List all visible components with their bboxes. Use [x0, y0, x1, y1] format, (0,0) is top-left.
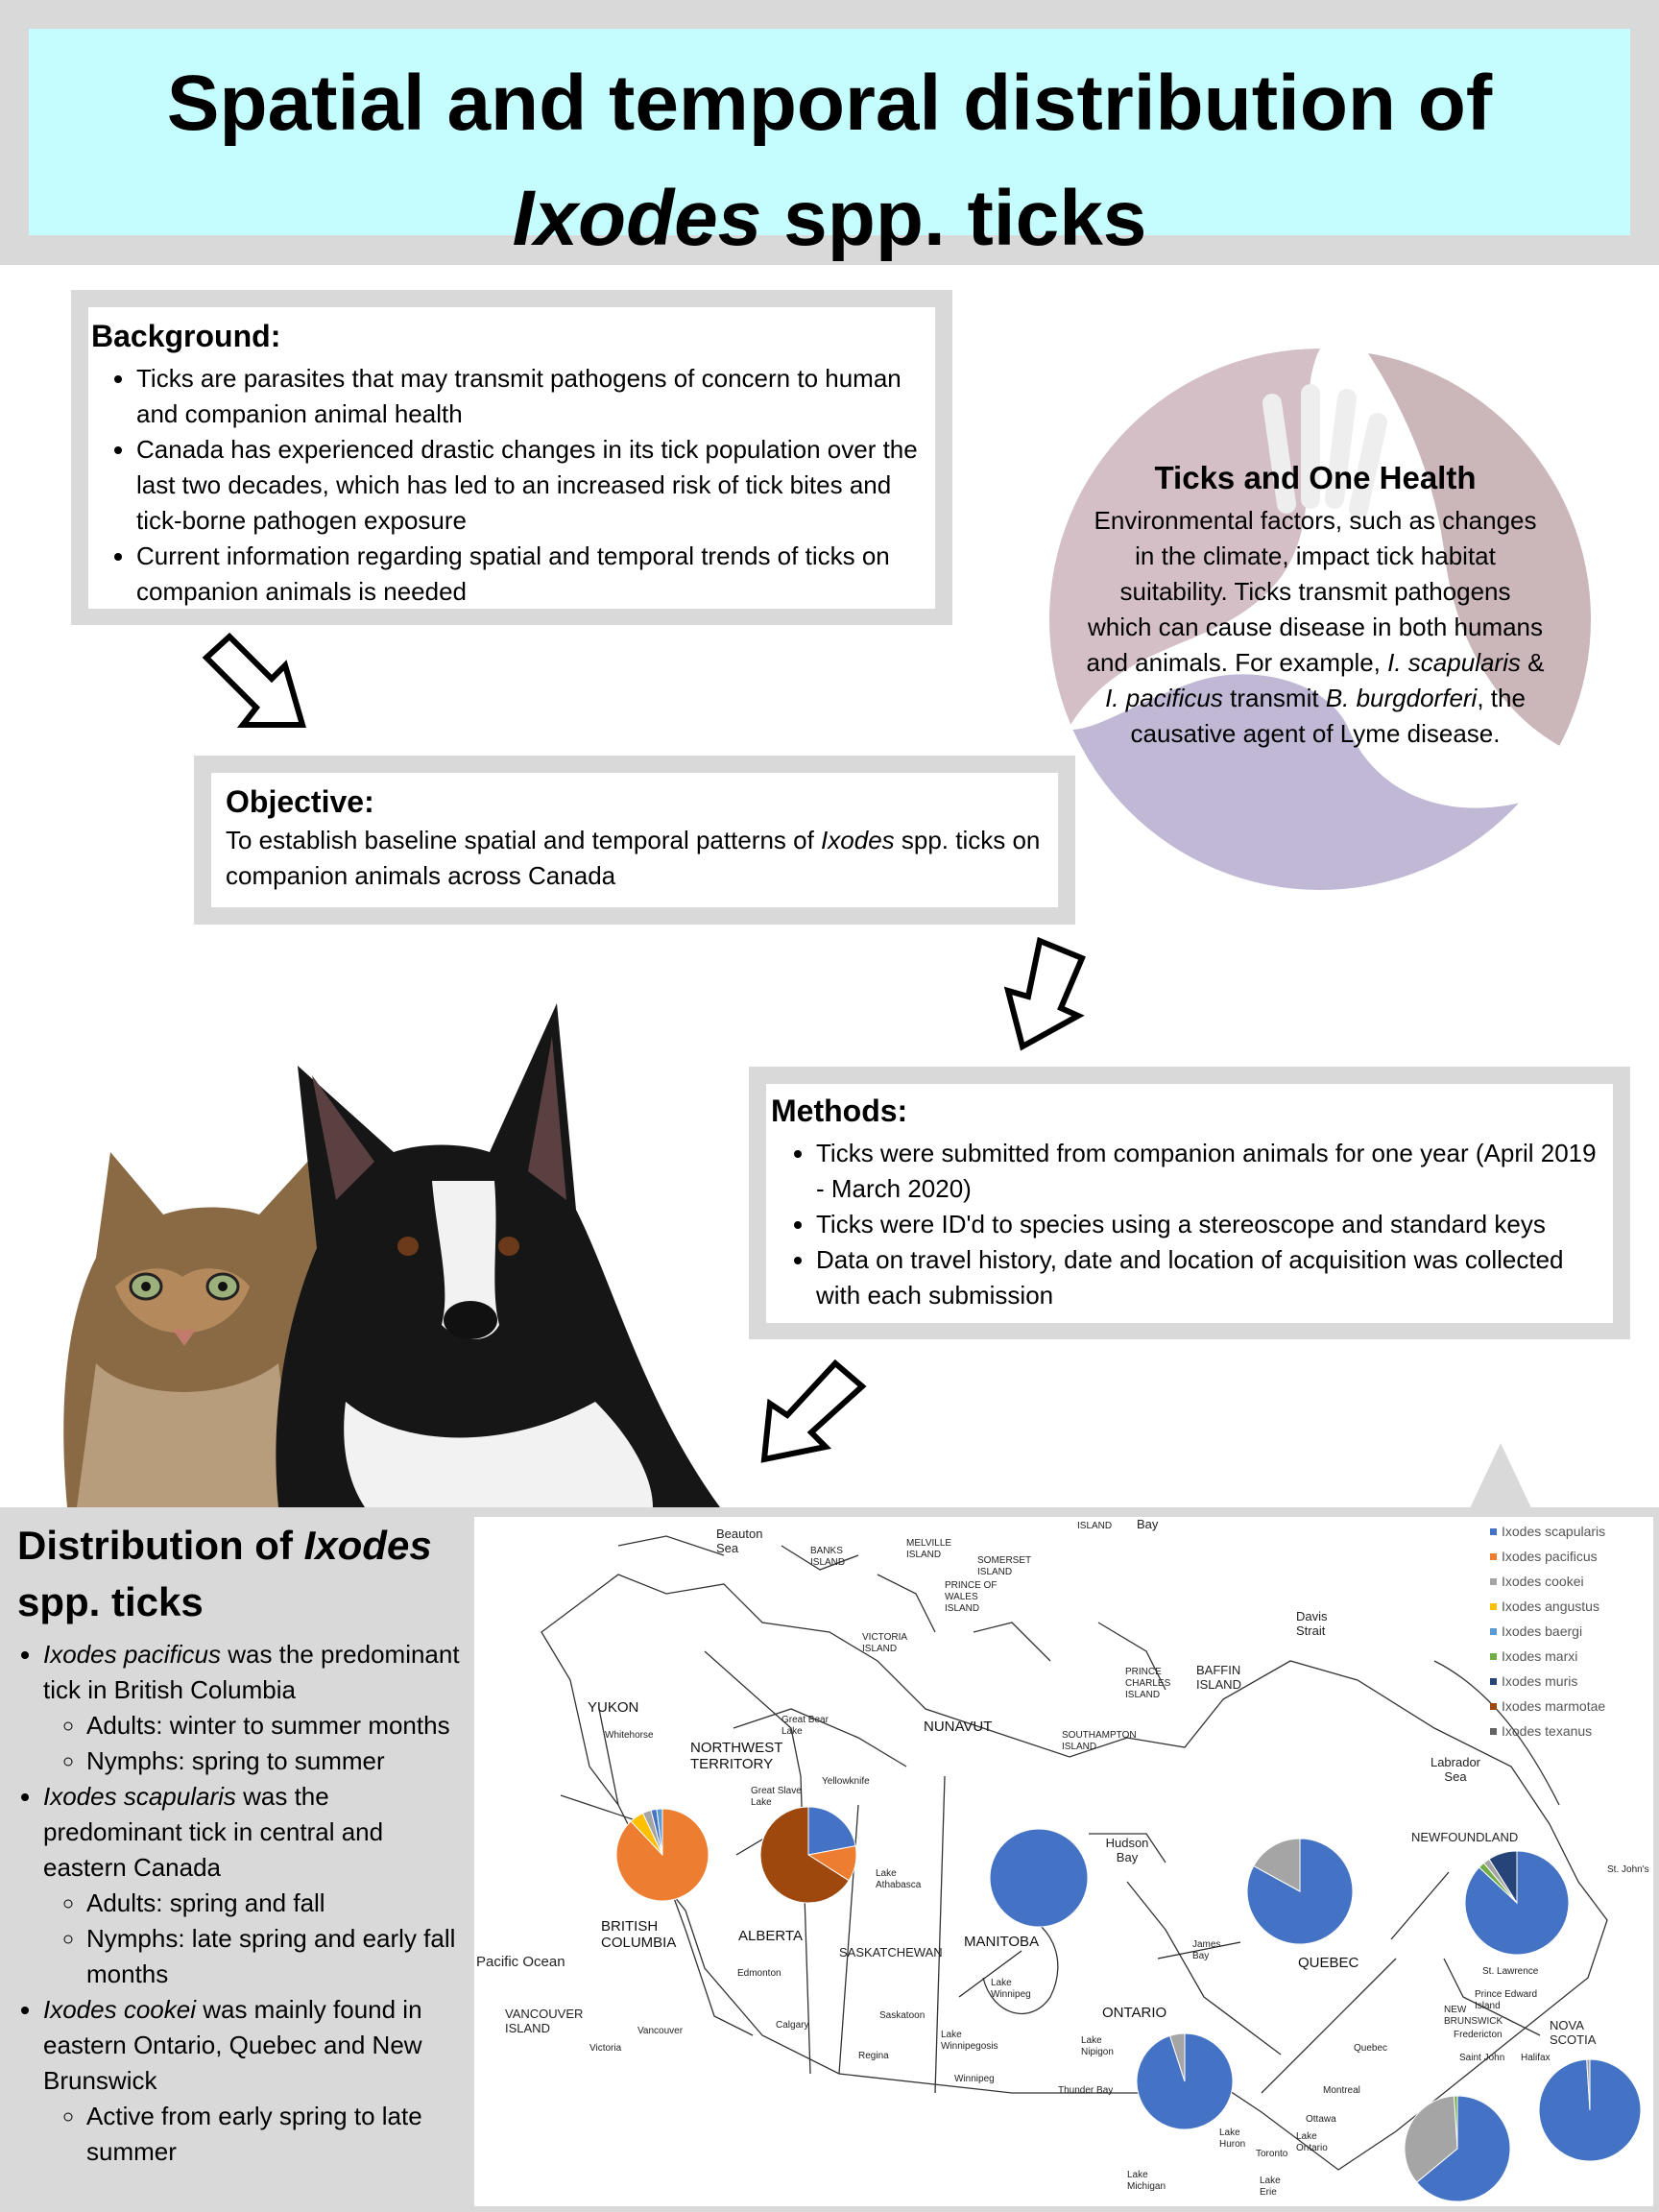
list-item: ◦ Active from early spring to late summer: [86, 2099, 469, 2170]
one-health-body-1: Environmental factors, such as changes in the climate, impact tick habitat suitability. Ticks transmit pathogens which can cause disease in both humans and animals. For example,: [1086, 506, 1544, 677]
arrow-down-right-icon: [197, 629, 312, 734]
objective-card: [211, 773, 1058, 907]
species-name: Ixodes cookei: [43, 1995, 196, 2024]
list-item: • Ticks were submitted from companion animals for one year (April 2019 - March 2020): [816, 1136, 1608, 1207]
legend-label: Ixodes texanus: [1502, 1723, 1593, 1739]
one-health-body-3: , the causative agent of Lyme disease.: [1130, 684, 1526, 748]
background-card: [88, 307, 935, 609]
legend-label: Ixodes angustus: [1502, 1599, 1599, 1614]
place-label: Great Slave Lake: [751, 1786, 802, 1808]
legend-swatch: [1490, 1703, 1497, 1710]
list-item-text: was mainly found in eastern Ontario, Quebec and New Brunswick: [43, 1995, 422, 2095]
place-label: Labrador Sea: [1430, 1755, 1481, 1784]
species-name: Ixodes pacificus: [43, 1640, 221, 1669]
list-item: • Ticks are parasites that may transmit pathogens of concern to human and companion animal health: [136, 361, 932, 432]
one-health-title: Ticks and One Health: [1154, 460, 1477, 495]
one-health-amp: &: [1520, 648, 1545, 677]
objective-text: [226, 823, 1051, 894]
place-label: Victoria: [589, 2043, 622, 2054]
place-label: Vancouver: [637, 2026, 684, 2036]
species-name: Ixodes scapularis: [43, 1782, 236, 1811]
methods-frame: [749, 1067, 1630, 1339]
pie-chart: [616, 1809, 709, 1901]
legend-label: Ixodes cookei: [1502, 1574, 1584, 1589]
place-label: Prince Edward Island: [1475, 1989, 1538, 2011]
place-label: Hudson Bay: [1105, 1836, 1149, 1864]
objective-genus: Ixodes: [821, 826, 895, 854]
legend-swatch: [1490, 1578, 1497, 1585]
place-label: Lake Ontario: [1296, 2131, 1328, 2153]
distribution-heading: [17, 1517, 469, 1630]
arrow-down-icon: [994, 933, 1090, 1052]
list-item-text: was the predominant tick in British Columbia: [43, 1640, 460, 1704]
province-label: YUKON: [588, 1699, 639, 1716]
place-label: Calgary: [776, 2020, 809, 2031]
distribution-heading-1: Distribution of: [17, 1523, 304, 1568]
list-item: [43, 1637, 469, 1779]
place-label: BANKS ISLAND: [810, 1546, 846, 1568]
province-label: MANITOBA: [964, 1934, 1040, 1950]
species-name: B. burgdorferi: [1325, 684, 1478, 712]
legend-swatch: [1490, 1603, 1497, 1610]
methods-list: [771, 1136, 1608, 1313]
methods-heading: Methods:: [771, 1094, 908, 1128]
legend-item: [1490, 1619, 1651, 1644]
place-label: Winnipeg: [954, 2074, 995, 2084]
pointer-triangle: [1469, 1443, 1532, 1510]
place-label: PRINCE OF WALES ISLAND: [945, 1580, 998, 1614]
place-label: SOMERSET ISLAND: [977, 1555, 1031, 1577]
list-item: • Canada has experienced drastic changes in its tick population over the last two decades, which has led to an increased risk of tick bites and tick-borne pathogen exposure: [136, 432, 932, 539]
one-health-body: [1085, 503, 1546, 752]
list-item: • Ticks were ID'd to species using a stereoscope and standard keys: [816, 1207, 1608, 1242]
distribution-genus: Ixodes: [303, 1523, 432, 1568]
province-label: NOVA SCOTIA: [1550, 2018, 1597, 2047]
pie-chart: [1465, 1851, 1569, 1955]
legend-item: [1490, 1694, 1651, 1719]
one-health-body-2: transmit: [1222, 684, 1326, 712]
legend-swatch: [1490, 1653, 1497, 1660]
legend-item: [1490, 1594, 1651, 1619]
distribution-list: [0, 1637, 469, 2170]
place-label: Lake Michigan: [1127, 2170, 1166, 2192]
place-label: Pacific Ocean: [476, 1954, 565, 1970]
place-label: Great Bear Lake: [781, 1715, 829, 1737]
place-label: ISLAND: [1077, 1521, 1113, 1531]
legend-label: Ixodes muris: [1502, 1673, 1578, 1689]
province-label: SASKATCHEWAN: [839, 1945, 943, 1960]
place-label: Thunder Bay: [1058, 2085, 1114, 2096]
place-label: Ottawa: [1306, 2114, 1336, 2125]
province-label: ONTARIO: [1102, 2005, 1167, 2021]
legend-swatch: [1490, 1553, 1497, 1560]
place-label: Toronto: [1256, 2149, 1288, 2159]
objective-text-1: To establish baseline spatial and temporal patterns of: [226, 826, 822, 854]
legend-swatch: [1490, 1628, 1497, 1635]
legend-label: Ixodes baergi: [1502, 1623, 1583, 1639]
canada-map: [474, 1517, 1653, 2206]
place-label: Saskatoon: [879, 2010, 926, 2021]
place-label: Lake Nipigon: [1081, 2035, 1114, 2057]
title-genus: Ixodes: [512, 175, 762, 262]
objective-text-2: spp. ticks on companion animals across Canada: [226, 826, 1041, 890]
background-heading: Background:: [91, 319, 281, 353]
place-label: Beauton Sea: [716, 1527, 763, 1555]
species-name: I. scapularis: [1387, 648, 1521, 677]
pie-slice: [990, 1829, 1088, 1927]
place-label: Lake Erie: [1260, 2176, 1281, 2198]
place-label: Davis Strait: [1296, 1609, 1328, 1638]
legend-swatch: [1490, 1728, 1497, 1735]
place-label: James Bay: [1192, 1939, 1221, 1961]
map-outline: [474, 1517, 1653, 2206]
pie-chart: [990, 1829, 1088, 1927]
pie-chart: [1137, 2033, 1233, 2129]
methods-card: [766, 1084, 1613, 1323]
list-item: ◦ Adults: spring and fall: [86, 1886, 469, 1921]
title-line-1: Spatial and temporal distribution of: [166, 60, 1493, 147]
legend-item: [1490, 1719, 1651, 1743]
legend-label: Ixodes marmotae: [1502, 1698, 1606, 1714]
place-label: Lake Winnipeg: [991, 1978, 1031, 2000]
legend-label: Ixodes scapularis: [1502, 1524, 1606, 1539]
legend-label: Ixodes pacificus: [1502, 1549, 1598, 1564]
province-label: QUEBEC: [1298, 1955, 1359, 1971]
arrow-down-left-icon: [758, 1356, 869, 1466]
list-item-text: was the predominant tick in central and eastern Canada: [43, 1782, 384, 1882]
legend-swatch: [1490, 1678, 1497, 1685]
list-item: • Current information regarding spatial and temporal trends of ticks on companion animals is needed: [136, 539, 932, 610]
place-label: VANCOUVER ISLAND: [505, 2007, 584, 2035]
pie-chart: [760, 1807, 856, 1903]
place-label: MELVILLE ISLAND: [906, 1538, 952, 1560]
place-label: Whitehorse: [605, 1730, 654, 1741]
place-label: St. John's: [1607, 1864, 1649, 1875]
place-label: Lake Winnipegosis: [941, 2030, 998, 2052]
background-list: [91, 361, 932, 610]
legend-swatch: [1490, 1528, 1497, 1535]
place-label: NEW BRUNSWICK: [1444, 2005, 1503, 2027]
list-item: ◦ Adults: winter to summer months: [86, 1708, 469, 1743]
place-label: BAFFIN ISLAND: [1196, 1663, 1241, 1692]
legend-label: Ixodes marxi: [1502, 1648, 1578, 1664]
one-health-text: [1085, 453, 1546, 752]
place-label: Yellowknife: [822, 1776, 870, 1787]
objective-heading: Objective:: [226, 784, 374, 819]
pie-chart: [1247, 1839, 1353, 1944]
place-label: Lake Athabasca: [876, 1868, 922, 1890]
title-line-2: [29, 171, 1630, 267]
province-label: NORTHWEST TERRITORY: [690, 1740, 783, 1772]
place-label: Halifax: [1521, 2053, 1551, 2063]
distribution-heading-2: spp. ticks: [17, 1579, 204, 1624]
list-item: [43, 1992, 469, 2170]
pie-chart: [1539, 2059, 1641, 2161]
title-box: [29, 29, 1630, 262]
legend-item: [1490, 1669, 1651, 1694]
legend-item: [1490, 1569, 1651, 1594]
background-frame: [71, 290, 952, 625]
list-item: [43, 1779, 469, 1992]
legend-item: [1490, 1519, 1651, 1544]
list-item: ◦ Nymphs: late spring and early fall months: [86, 1921, 469, 1992]
place-label: Regina: [858, 2051, 889, 2061]
place-label: Saint John: [1459, 2053, 1505, 2063]
legend-item: [1490, 1544, 1651, 1569]
province-label: ALBERTA: [738, 1928, 803, 1944]
pie-chart: [1405, 2096, 1510, 2201]
place-label: Edmonton: [737, 1968, 781, 1979]
place-label: VICTORIA ISLAND: [862, 1632, 907, 1654]
place-label: Bay: [1137, 1517, 1159, 1531]
title-rest: spp. ticks: [761, 175, 1147, 262]
place-label: Fredericton: [1454, 2030, 1503, 2040]
cat-and-dog-photo: [58, 998, 730, 1507]
species-name: I. pacificus: [1105, 684, 1223, 712]
place-label: St. Lawrence: [1482, 1966, 1539, 1977]
list-item: • Data on travel history, date and location of acquisition was collected with each submission: [816, 1242, 1608, 1313]
objective-frame: [194, 756, 1075, 925]
place-label: Quebec: [1354, 2043, 1388, 2054]
list-item: ◦ Nymphs: spring to summer: [86, 1743, 469, 1779]
place-label: Montreal: [1323, 2085, 1360, 2096]
province-label: NUNAVUT: [924, 1719, 993, 1735]
province-label: NEWFOUNDLAND: [1411, 1830, 1519, 1844]
place-label: Lake Huron: [1219, 2128, 1246, 2150]
map-legend: [1490, 1519, 1651, 1743]
place-label: SOUTHAMPTON ISLAND: [1062, 1730, 1137, 1752]
legend-item: [1490, 1644, 1651, 1669]
place-label: PRINCE CHARLES ISLAND: [1125, 1667, 1171, 1700]
province-label: BRITISH COLUMBIA: [601, 1918, 677, 1951]
